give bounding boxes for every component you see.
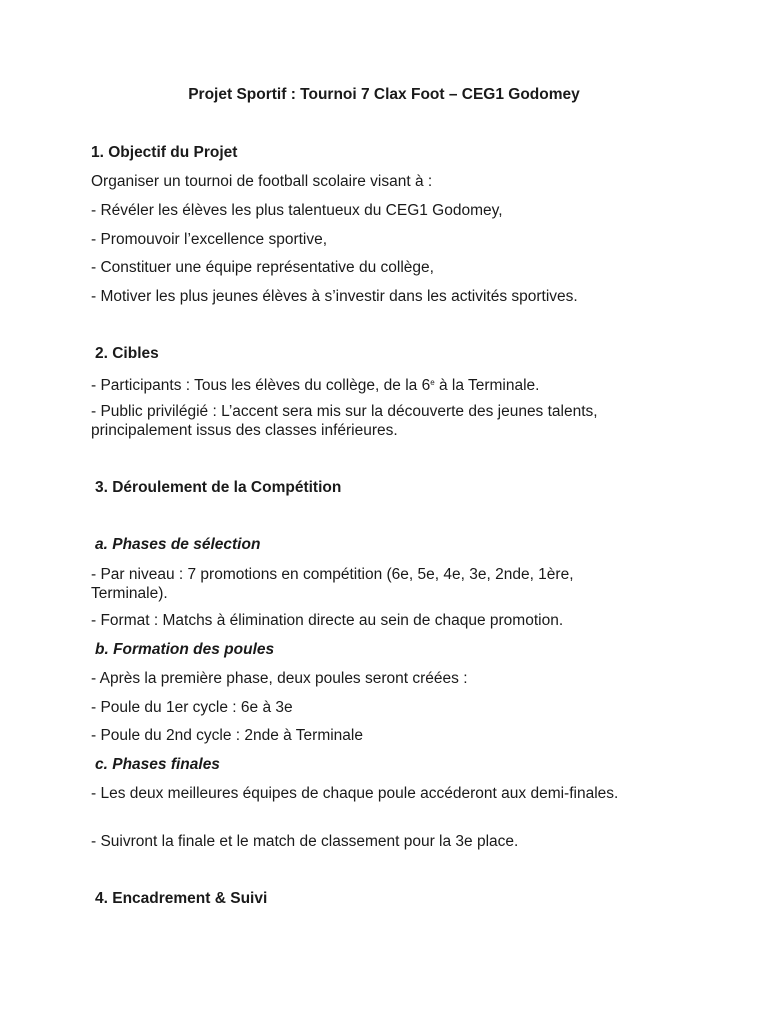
participants-line: - Participants : Tous les élèves du collège, de la 6e à la Terminale. [91, 377, 540, 394]
subsection-selection [91, 535, 685, 554]
list-item: - Motiver les plus jeunes élèves à s’investir dans les activités sportives. [91, 288, 578, 305]
section-heading-encadrement: 4. Encadrement & Suivi [95, 890, 268, 907]
section-objectif [91, 143, 681, 162]
paragraph: Organiser un tournoi de football scolaire visant à : [91, 173, 433, 190]
list-item: - Les deux meilleures équipes de chaque poule accéderont aux demi-finales. [91, 785, 619, 802]
list-item: - Révéler les élèves les plus talentueux du CEG1 Godomey, [91, 202, 503, 219]
section-deroulement [91, 478, 685, 497]
list-item: - Poule du 2nd cycle : 2nde à Terminale [91, 727, 363, 744]
subsection-heading-finales: c. Phases finales [95, 756, 220, 773]
list-item: - Format : Matchs à élimination directe au sein de chaque promotion. [91, 612, 564, 629]
section-heading-cibles: 2. Cibles [95, 345, 159, 362]
subsection-poules [91, 640, 685, 659]
list-item: - Après la première phase, deux poules seront créées : [91, 670, 468, 687]
public-line: - Public privilégié : L’accent sera mis sur la découverte des jeunes talents, principalement issus des classes inférieures. [91, 403, 598, 439]
subsection-heading-poules: b. Formation des poules [95, 641, 275, 658]
section-encadrement [91, 889, 685, 908]
section-cibles [91, 344, 685, 363]
list-item: - Par niveau : 7 promotions en compétition (6e, 5e, 4e, 3e, 2nde, 1ère, Terminale). [91, 566, 574, 602]
list-item: - Poule du 1er cycle : 6e à 3e [91, 699, 293, 716]
list-item: - Promouvoir l’excellence sportive, [91, 231, 328, 248]
subsection-finales [91, 755, 685, 774]
list-item: - Constituer une équipe représentative du collège, [91, 259, 434, 276]
section-objectif-intro [91, 172, 681, 191]
list-item: - Suivront la finale et le match de classement pour la 3e place. [91, 833, 519, 850]
subsection-heading-selection: a. Phases de sélection [95, 536, 261, 553]
document-title: Projet Sportif : Tournoi 7 Clax Foot – CEG1 Godomey [188, 86, 580, 103]
section-heading-objectif: 1. Objectif du Projet [91, 144, 238, 161]
section-heading-deroulement: 3. Déroulement de la Compétition [95, 479, 342, 496]
